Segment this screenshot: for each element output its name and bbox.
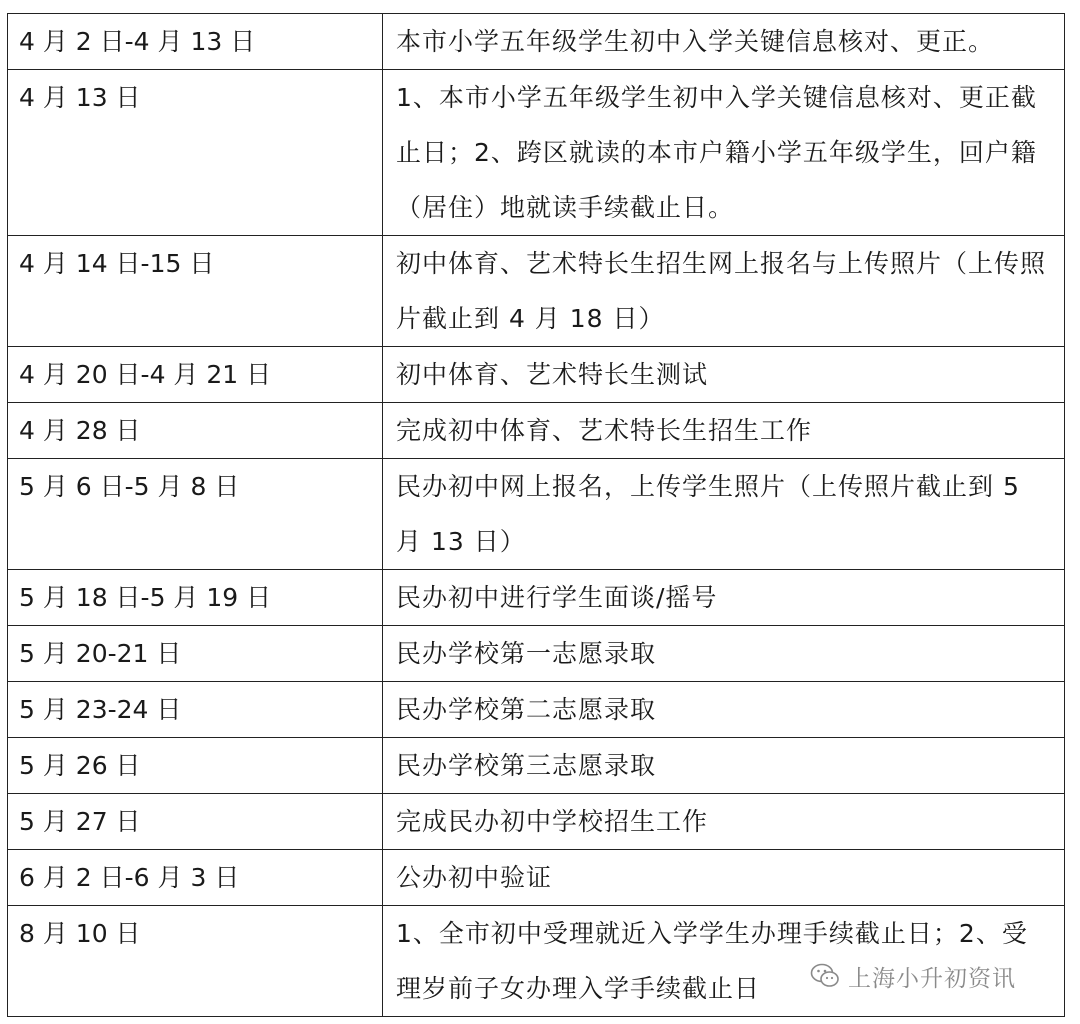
event-cell: 本市小学五年级学生初中入学关键信息核对、更正。	[383, 14, 1065, 70]
table-row	[8, 236, 1065, 347]
event-cell: 公办初中验证	[383, 850, 1065, 906]
date-cell: 5 月 6 日-5 月 8 日	[8, 459, 383, 570]
date-cell: 8 月 10 日	[8, 906, 383, 1017]
date-cell: 6 月 2 日-6 月 3 日	[8, 850, 383, 906]
table-row	[8, 626, 1065, 682]
table-row	[8, 850, 1065, 906]
event-cell: 民办学校第三志愿录取	[383, 738, 1065, 794]
table-row	[8, 570, 1065, 626]
schedule-table	[7, 13, 1065, 1017]
date-cell: 4 月 2 日-4 月 13 日	[8, 14, 383, 70]
event-cell: 初中体育、艺术特长生招生网上报名与上传照片（上传照片截止到 4 月 18 日）	[383, 236, 1065, 347]
table-row	[8, 906, 1065, 1017]
date-cell: 4 月 14 日-15 日	[8, 236, 383, 347]
date-cell: 5 月 18 日-5 月 19 日	[8, 570, 383, 626]
date-cell: 4 月 20 日-4 月 21 日	[8, 347, 383, 403]
table-row	[8, 403, 1065, 459]
date-cell: 5 月 26 日	[8, 738, 383, 794]
table-row	[8, 70, 1065, 236]
date-cell: 4 月 13 日	[8, 70, 383, 236]
event-cell: 完成初中体育、艺术特长生招生工作	[383, 403, 1065, 459]
table-row	[8, 794, 1065, 850]
date-cell: 5 月 20-21 日	[8, 626, 383, 682]
event-cell: 民办初中网上报名，上传学生照片（上传照片截止到 5 月 13 日）	[383, 459, 1065, 570]
table-row	[8, 347, 1065, 403]
date-cell: 4 月 28 日	[8, 403, 383, 459]
event-cell: 初中体育、艺术特长生测试	[383, 347, 1065, 403]
date-cell: 5 月 27 日	[8, 794, 383, 850]
date-cell: 5 月 23-24 日	[8, 682, 383, 738]
event-cell: 完成民办初中学校招生工作	[383, 794, 1065, 850]
event-cell: 民办初中进行学生面谈/摇号	[383, 570, 1065, 626]
event-cell: 民办学校第二志愿录取	[383, 682, 1065, 738]
table-row	[8, 738, 1065, 794]
event-cell: 民办学校第一志愿录取	[383, 626, 1065, 682]
table-row	[8, 459, 1065, 570]
event-cell: 1、全市初中受理就近入学学生办理手续截止日；2、受理岁前子女办理入学手续截止日	[383, 906, 1065, 1017]
table-row	[8, 682, 1065, 738]
table-row	[8, 14, 1065, 70]
watermark-text: 上海小升初资讯	[848, 965, 1016, 992]
event-cell: 1、本市小学五年级学生初中入学关键信息核对、更正截止日；2、跨区就读的本市户籍小学五年级学生，回户籍（居住）地就读手续截止日。	[383, 70, 1065, 236]
